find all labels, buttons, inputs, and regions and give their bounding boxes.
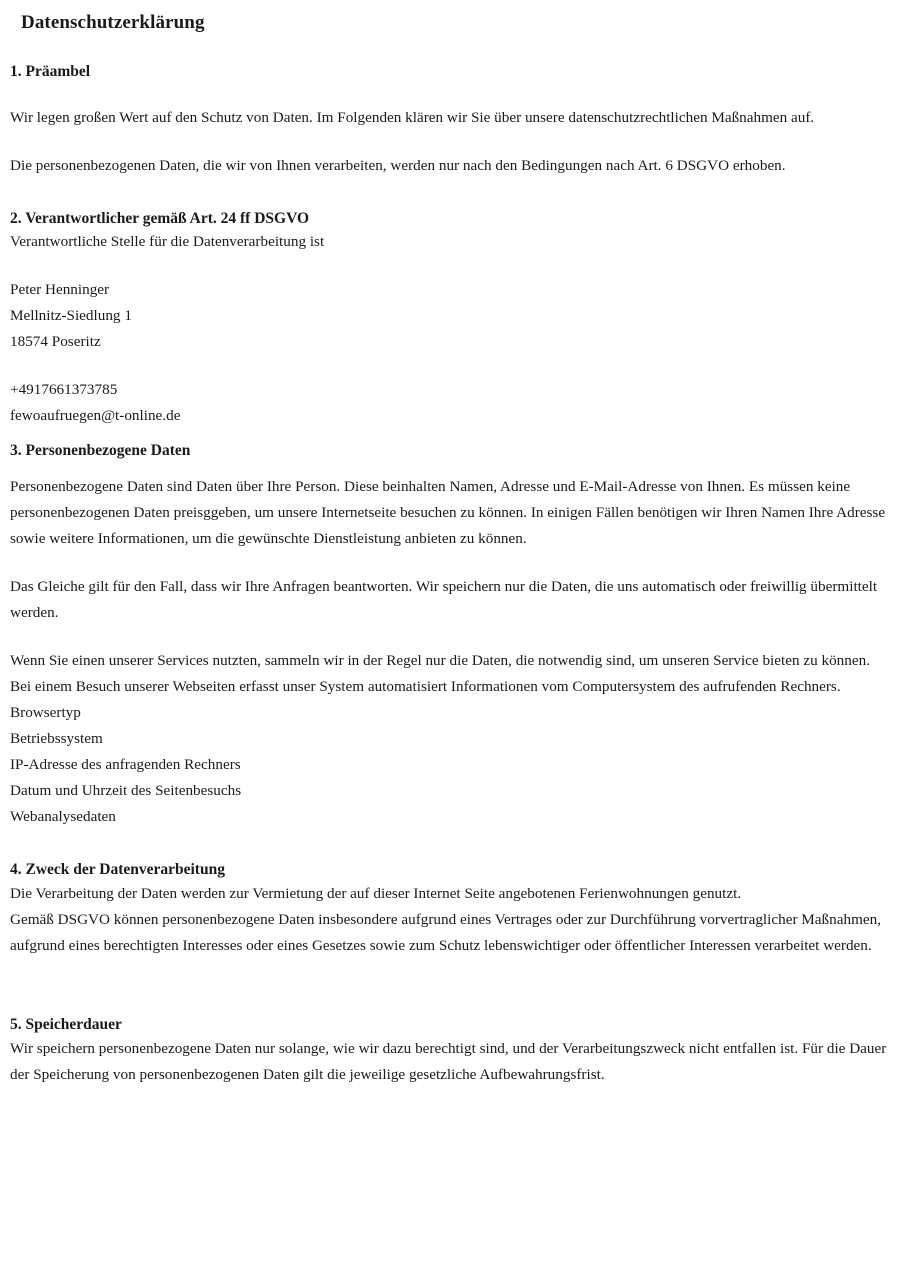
- list-item: Betriebssystem: [10, 730, 103, 748]
- contact-street: Mellnitz-Siedlung 1: [10, 307, 132, 325]
- list-item: IP-Adresse des anfragenden Rechners: [10, 756, 241, 774]
- paragraph: Personenbezogene Daten sind Daten über Ihre Person. Diese beinhalten Namen, Adresse und E-Mail-Adresse von Ihnen. Es müssen keine personenbezogenen Daten preisggeben, um unsere Internetseite besuchen zu können. In einigen Fällen benötigen wir Ihren Namen Ihre Adresse sowie weitere Informationen, um die gewünschte Dienstleistung anbieten zu können.: [10, 478, 886, 548]
- section-subtitle: Verantwortliche Stelle für die Datenverarbeitung ist: [10, 233, 325, 251]
- spacer: [0, 83, 900, 105]
- paragraph: Gemäß DSGVO können personenbezogene Daten insbesondere aufgrund eines Vertrages oder zur Durchführung vorvertraglicher Maßnahmen, aufgrund eines berechtigten Interesses oder eines Gesetzes sowie zum Schutz lebenswichtiger oder öffentlicher Interessen verarbeitet werden.: [10, 911, 882, 955]
- contact-name: Peter Henninger: [10, 281, 110, 299]
- spacer: [0, 552, 900, 574]
- spacer: [0, 429, 900, 441]
- list-item: Browsertyp: [10, 704, 81, 722]
- spacer: [0, 830, 900, 860]
- section-heading-zweck: 4. Zweck der Datenverarbeitung: [10, 861, 225, 879]
- paragraph: Wenn Sie einen unserer Services nutzten, sammeln wir in der Regel nur die Daten, die notwendig sind, um unseren Service bieten zu können.: [10, 652, 870, 670]
- contact-email[interactable]: fewoaufruegen@t-online.de: [10, 407, 181, 425]
- section-heading-praeambel: 1. Präambel: [10, 62, 91, 80]
- collected-data-intro: Bei einem Besuch unserer Webseiten erfasst unser System automatisiert Informationen vom Computersystem des aufrufenden Rechners.: [10, 678, 841, 696]
- paragraph: Wir speichern personenbezogene Daten nur solange, wie wir dazu berechtigt sind, und der Verarbeitungszweck nicht entfallen ist. Für die Dauer der Speicherung von personenbezogenen Daten gilt die jeweilige gesetzliche Aufbewahrungsfrist.: [10, 1040, 887, 1084]
- paragraph: Das Gleiche gilt für den Fall, dass wir Ihre Anfragen beantworten. Wir speichern nur die Daten, die uns automatisch oder freiwillig übermittelt werden.: [10, 578, 878, 622]
- section-heading-personenbezogene-daten: 3. Personenbezogene Daten: [10, 442, 191, 460]
- spacer: [0, 462, 900, 474]
- page-title: Datenschutzerklärung: [21, 12, 205, 33]
- paragraph: Wir legen großen Wert auf den Schutz von Daten. Im Folgenden klären wir Sie über unsere datenschutzrechtlichen Maßnahmen auf.: [10, 108, 815, 126]
- list-item: Webanalysedaten: [10, 808, 116, 826]
- spacer: [0, 626, 900, 648]
- spacer: [0, 255, 900, 277]
- contact-city: 18574 Poseritz: [10, 333, 101, 351]
- spacer: [0, 355, 900, 377]
- list-item: Datum und Uhrzeit des Seitenbesuchs: [10, 782, 242, 800]
- section-heading-verantwortlicher: 2. Verantwortlicher gemäß Art. 24 ff DSGVO: [10, 209, 310, 227]
- paragraph: Die personenbezogenen Daten, die wir von Ihnen verarbeiten, werden nur nach den Bedingungen nach Art. 6 DSGVO erhoben.: [10, 156, 786, 174]
- spacer: [0, 36, 900, 62]
- spacer: [0, 179, 900, 209]
- contact-phone[interactable]: +4917661373785: [10, 381, 118, 399]
- spacer: [0, 131, 900, 153]
- section-heading-speicherdauer: 5. Speicherdauer: [10, 1016, 122, 1034]
- spacer: [0, 959, 900, 1015]
- paragraph: Die Verarbeitung der Daten werden zur Vermietung der auf dieser Internet Seite angebotenen Ferienwohnungen genutzt.: [10, 885, 742, 903]
